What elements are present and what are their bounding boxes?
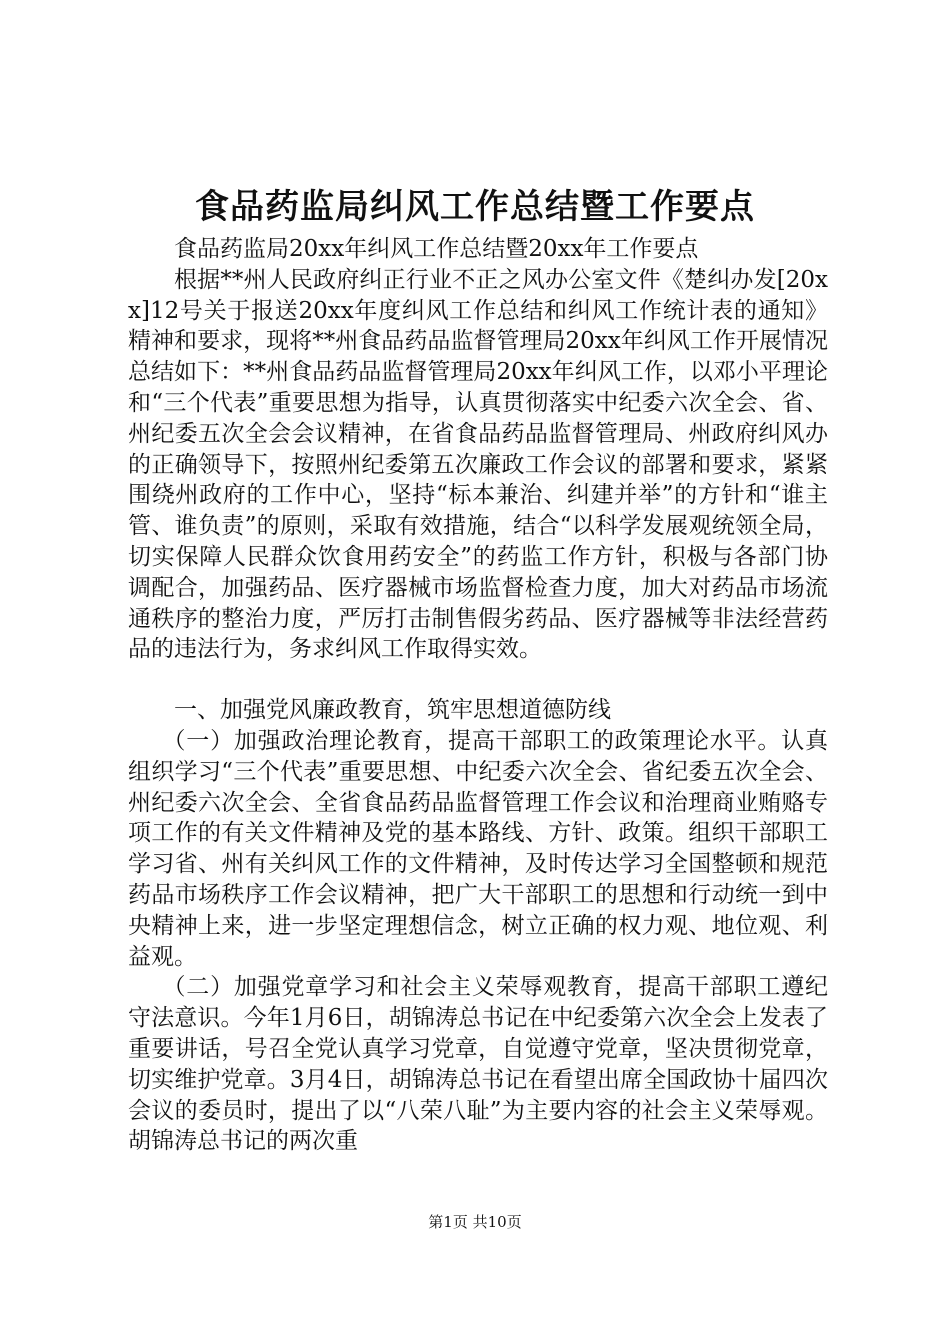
document-title: 食品药监局纠风工作总结暨工作要点 xyxy=(195,187,755,227)
section-heading: 一、加强党风廉政教育，筑牢思想道德防线 xyxy=(174,697,611,724)
page-footer: 第1页 共10页 xyxy=(428,1213,522,1231)
intro-paragraph: 根据**州人民政府纠正行业不正之风办公室文件《楚纠办发[20xx]12号关于报送20xx年度纠风工作总结和纠风工作统计表的通知》精神和要求，现将**州食品药品监督管理局20xx年纠风工作开展情况总结如下：**州食品药品监督管理局20xx年纠风工作，以邓小平理论和“三个代表”重要思想为指导，认真贯彻落实中纪委六次全会、省、州纪委五次全会会议精神，在省食品药品监督管理局、州政府纠风办的正确领导下，按照州纪委第五次廉政工作会议的部署和要求，紧紧围绕州政府的工作中心，坚持“标本兼治、纠建并举”的方针和“谁主管、谁负责”的原则，采取有效措施，结合“以科学发展观统领全局，切实保障人民群众饮食用药安全”的药监工作方针，积极与各部门协调配合，加强药品、医疗器械市场监督检查力度，加大对药品市场流通秩序的整治力度，严厉打击制售假劣药品、医疗器械等非法经营药品的违法行为，务求纠风工作取得实效。 xyxy=(128,266,828,663)
subsection-paragraph-1: （一）加强政治理论教育，提高干部职工的政策理论水平。认真组织学习“三个代表”重要思想、中纪委六次全会、省纪委五次全会、州纪委六次全会、全省食品药品监督管理工作会议和治理商业贿赂专项工作的有关文件精神及党的基本路线、方针、政策。组织干部职工学习省、州有关纠风工作的文件精神，及时传达学习全国整顿和规范药品市场秩序工作会议精神，把广大干部职工的思想和行动统一到中央精神上来，进一步坚定理想信念，树立正确的权力观、地位观、利益观。 xyxy=(128,727,828,970)
document-body xyxy=(128,234,828,1157)
subsection-paragraph-2: （二）加强党章学习和社会主义荣辱观教育，提高干部职工遵纪守法意识。今年1月6日，胡锦涛总书记在中纪委第六次全会上发表了重要讲话，号召全党认真学习党章，自觉遵守党章，坚决贯彻党章，切实维护党章。3月4日，胡锦涛总书记在看望出席全国政协十届四次会议的委员时，提出了以“八荣八耻”为主要内容的社会主义荣辱观。胡锦涛总书记的两次重 xyxy=(128,974,828,1155)
paragraph-gap xyxy=(128,665,828,695)
subtitle-paragraph: 食品药监局20xx年纠风工作总结暨20xx年工作要点 xyxy=(174,236,699,262)
